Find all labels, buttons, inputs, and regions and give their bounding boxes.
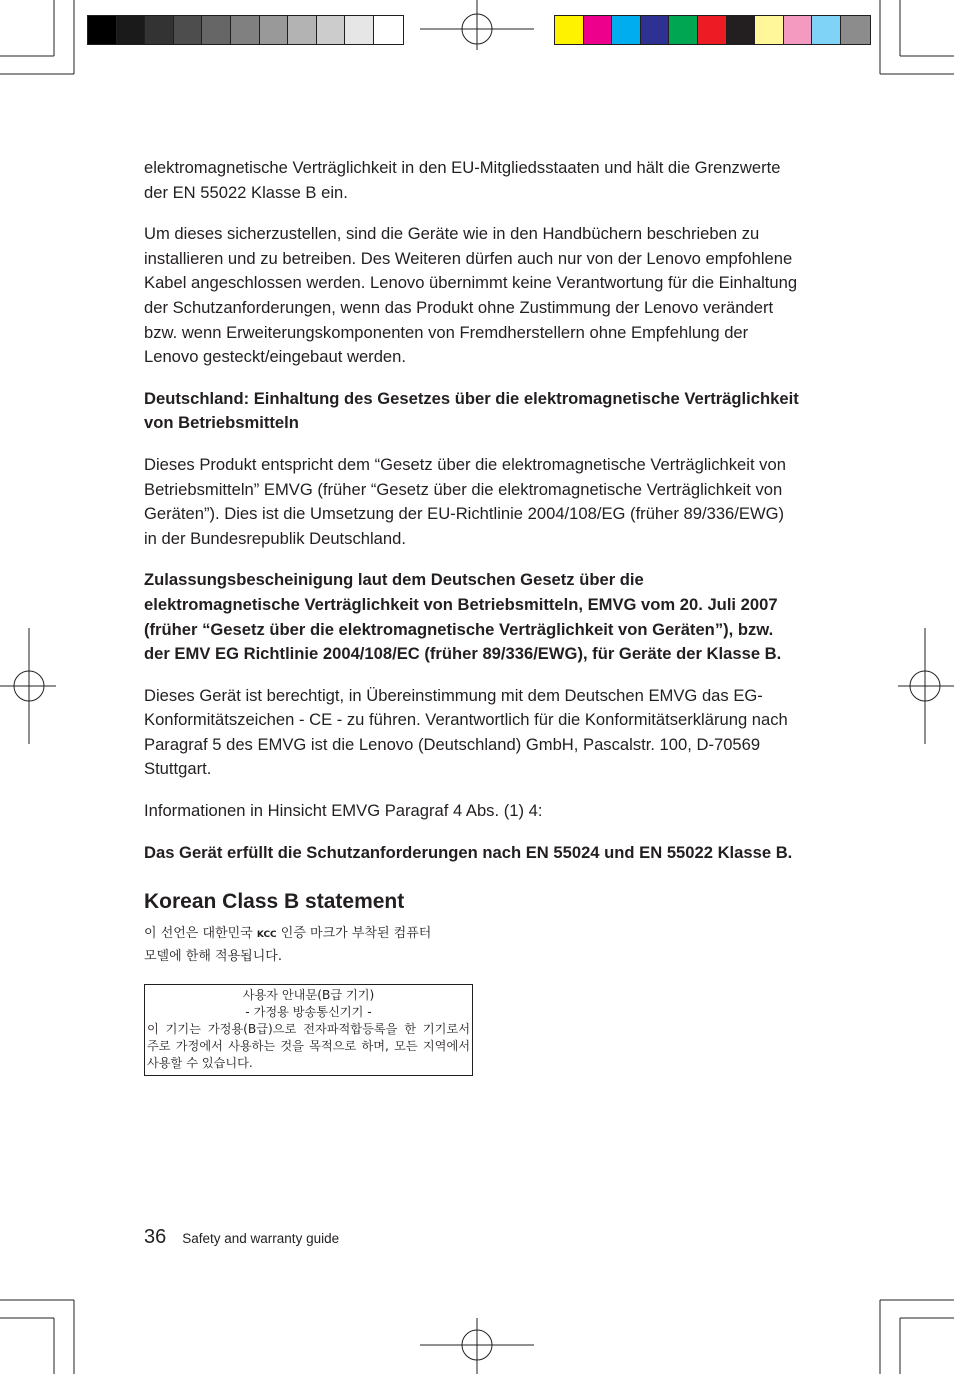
color-swatch — [584, 16, 613, 44]
gray-swatch — [317, 16, 346, 44]
grayscale-color-bar — [87, 15, 404, 45]
korean-intro-part2: 인증 마크가 부착된 컴퓨터 — [276, 926, 432, 942]
gray-swatch — [374, 16, 403, 44]
gray-swatch — [231, 16, 260, 44]
paragraph: Um dieses sicherzustellen, sind die Geräte wie in den Handbüchern beschrieben zu installieren und zu betreiben. Des Weiteren dürfen auch nur von der Lenovo empfohlene Kabel angeschlossen werden. Lenovo übernimmt keine Verantwortung für die Einhaltung der Schutzanforderungen, wenn das Produkt ohne Zustimmung der Lenovo verändert bzw. wenn Erweiterungskomponenten von Fremdherstellern ohne Empfehlung der Lenovo gesteckt/eingebaut werden. — [144, 224, 798, 367]
gray-swatch — [88, 16, 117, 44]
korean-box-title: 사용자 안내문(B급 기기) — [242, 988, 375, 1003]
color-swatch — [784, 16, 813, 44]
bold-paragraph: Zulassungsbescheinigung laut dem Deutschen Gesetz über die elektromagnetische Verträglichkeit von Betriebsmitteln, EMVG vom 20. Juli 2007 (früher “Gesetz über die elektromagnetische Verträglichkeit von Geräten”), bzw. der EMV EG Richtlinie 2004/108/EC (früher 89/336/EWG), für Geräte der Klasse B. — [144, 570, 782, 664]
color-swatch — [727, 16, 756, 44]
color-swatch — [669, 16, 698, 44]
bold-paragraph: Das Gerät erfüllt die Schutzanforderungen nach EN 55024 und EN 55022 Klasse B. — [144, 842, 793, 862]
color-swatch — [755, 16, 784, 44]
gray-swatch — [288, 16, 317, 44]
paragraph: Informationen in Hinsicht EMVG Paragraf 4 Abs. (1) 4: — [144, 801, 543, 821]
color-swatch — [812, 16, 841, 44]
page-content — [144, 156, 800, 1076]
paragraph: Dieses Produkt entspricht dem “Gesetz über die elektromagnetische Verträglichkeit von Betriebsmitteln” EMVG (früher “Gesetz über die elektromagnetische Verträglichkeit von Geräten”). Dies ist die Umsetzung der EU-Richtlinie 2004/108/EG (früher 89/336/EWG) in der Bundesrepublik Deutschland. — [144, 454, 786, 548]
gray-swatch — [345, 16, 374, 44]
gray-swatch — [260, 16, 289, 44]
gray-swatch — [174, 16, 203, 44]
color-swatch — [641, 16, 670, 44]
process-color-bar — [554, 15, 871, 45]
gray-swatch — [117, 16, 146, 44]
page-number: 36 — [144, 1226, 167, 1248]
korean-notice-box — [144, 984, 473, 1076]
section-heading: Korean Class B statement — [144, 890, 405, 914]
korean-box-subtitle: - 가정용 방송통신기기 - — [245, 1005, 372, 1020]
page-footer — [144, 1226, 339, 1249]
korean-intro-line2: 모델에 한해 적용됩니다. — [144, 949, 282, 965]
footer-title: Safety and warranty guide — [182, 1231, 340, 1246]
gray-swatch — [145, 16, 174, 44]
gray-swatch — [202, 16, 231, 44]
bold-paragraph: Deutschland: Einhaltung des Gesetzes über die elektromagnetische Verträglichkeit von Betriebsmitteln — [144, 388, 799, 433]
color-swatch — [841, 16, 870, 44]
color-swatch — [555, 16, 584, 44]
kcc-mark: KCC — [256, 930, 277, 941]
color-swatch — [612, 16, 641, 44]
korean-box-body: 이 기기는 가정용(B급)으로 전자파적합등록을 한 기기로서 주로 가정에서 사용하는 것을 목적으로 하며, 모든 지역에서 사용할 수 있습니다. — [147, 1022, 470, 1071]
paragraph: elektromagnetische Verträglichkeit in den EU-Mitgliedsstaaten und hält die Grenzwerte der EN 55022 Klasse B ein. — [144, 158, 781, 202]
korean-intro-part1: 이 선언은 대한민국 — [144, 926, 257, 942]
body-text — [144, 156, 800, 865]
korean-intro-text — [144, 923, 800, 968]
paragraph: Dieses Gerät ist berechtigt, in Übereinstimmung mit dem Deutschen EMVG das EG-Konformitätszeichen - CE - zu führen. Verantwortlich für die Konformitätserklärung nach Paragraf 5 des EMVG ist die Lenovo (Deutschland) GmbH, Pascalstr. 100, D-70569 Stuttgart. — [144, 685, 788, 779]
color-swatch — [698, 16, 727, 44]
